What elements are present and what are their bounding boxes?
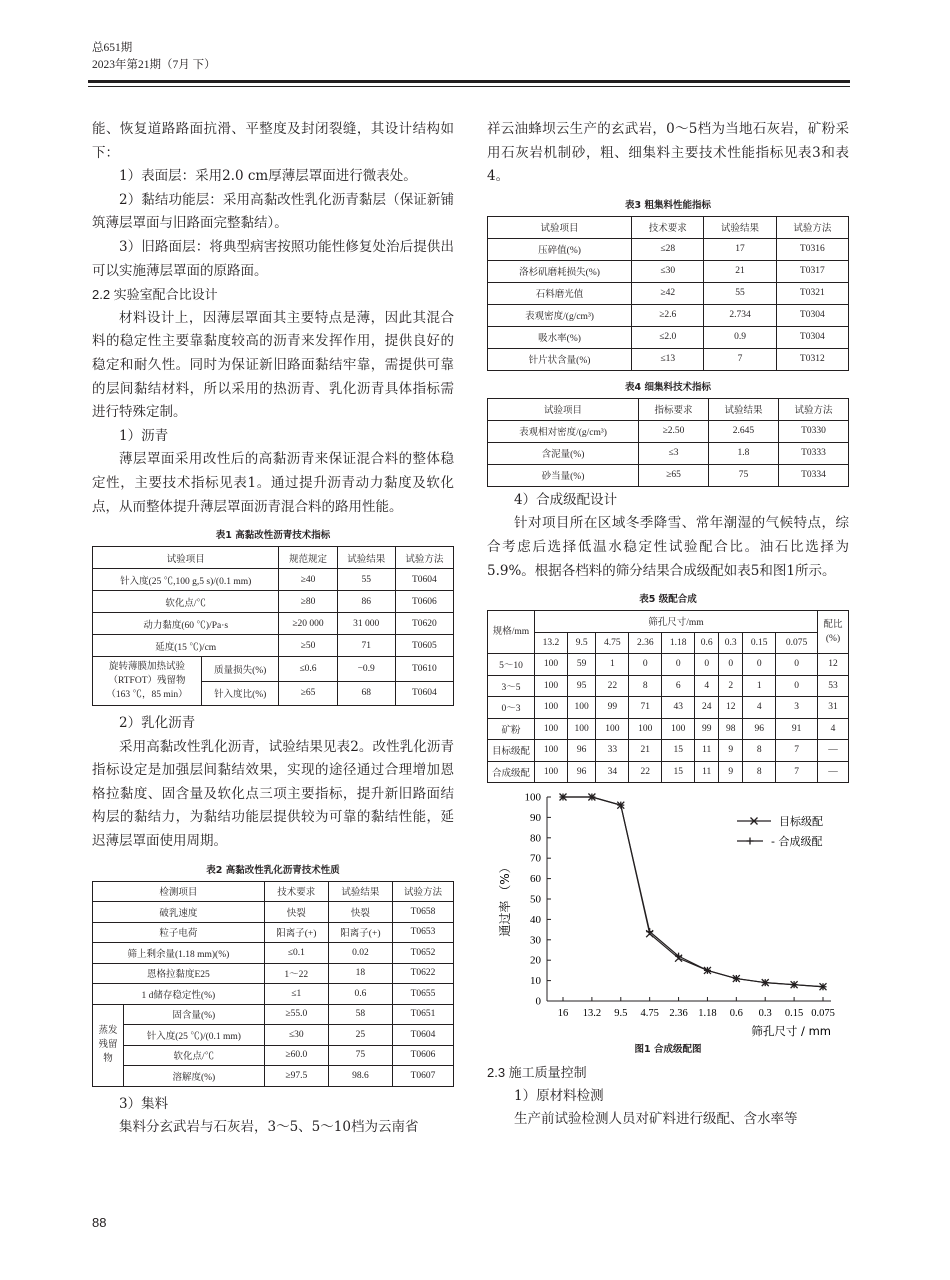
table-cell: 68	[337, 681, 395, 706]
paragraph: 针对项目所在区域冬季降雪、常年潮湿的气候特点，综合考虑后选择低温水稳定性试验配合比。油石比选择为5.9%。根据各档料的筛分结果合成级配如表5和图1所示。	[487, 515, 849, 579]
table-cell: 75	[328, 1045, 392, 1066]
table-cell: 11	[695, 761, 719, 783]
table-cell: 1	[596, 654, 629, 676]
x-tick-label: 0.6	[729, 1008, 743, 1020]
issue-date: 2023年第21期（7月 下）	[92, 59, 216, 71]
table-cell: 4	[695, 675, 719, 697]
table-cell: ≥50	[279, 635, 337, 657]
table-cell: 0.02	[328, 943, 392, 964]
table-cell: 43	[662, 697, 695, 719]
table-cell: 15	[662, 740, 695, 762]
table-group-label: 旋转薄膜加热试验（RTFOT）残留物（163 ℃，85 min）	[93, 657, 202, 706]
table-row	[488, 464, 849, 486]
table-cell: ≥60.0	[264, 1045, 328, 1066]
table-cell: 0.9	[704, 326, 776, 348]
x-axis-label: 筛孔尺寸 / mm	[751, 1024, 831, 1038]
paragraph: 采用高黏改性乳化沥青，试验结果见表2。改性乳化沥青指标设定是加强层间黏结效果，实现的途径通过合理增加恩格拉黏度、固含量及软化点三项主要指标，提升新旧路面结构层的黏结力，为黏结功能层提供较为可靠的黏结性能，延迟薄层罩面使用周期。	[92, 738, 454, 850]
table-cell: 55	[704, 282, 776, 304]
table-row	[488, 348, 849, 370]
table-cell: 合成级配	[488, 761, 535, 783]
table-cell: 快裂	[328, 902, 392, 923]
table-cell: 24	[695, 697, 719, 719]
table-cell: 100	[535, 654, 568, 676]
table-cell: T0330	[778, 420, 848, 442]
x-tick-label: 4.75	[640, 1008, 659, 1020]
table-row	[488, 326, 849, 348]
table-cell: ≤30	[264, 1025, 328, 1046]
sieve-size-header: 0.6	[695, 632, 719, 654]
table-cell: T0605	[395, 635, 453, 657]
table-cell: T0606	[395, 591, 453, 613]
table-cell: ≥20 000	[279, 613, 337, 635]
journal-header	[92, 40, 216, 74]
table-cell: 17	[704, 238, 776, 260]
table-cell: 破乳速度	[93, 902, 265, 923]
table-cell: T0652	[392, 943, 453, 964]
table-cell: 0	[695, 654, 719, 676]
table-cell: 31 000	[337, 613, 395, 635]
table-cell: 99	[695, 718, 719, 740]
table-cell: 矿粉	[488, 718, 535, 740]
table-cell: ≥42	[632, 282, 704, 304]
gradation-chart	[487, 789, 849, 1037]
table-cell: ≤28	[632, 238, 704, 260]
table-row	[488, 697, 849, 719]
table-cell: 100	[535, 718, 568, 740]
table-row	[488, 632, 849, 654]
table-cell: 含泥量(%)	[488, 442, 639, 464]
paragraph: 生产前试验检测人员对矿料进行级配、含水率等	[514, 1111, 798, 1128]
table-cell: T0604	[392, 1025, 453, 1046]
table-cell: 100	[535, 675, 568, 697]
table-cell: 快裂	[264, 902, 328, 923]
sieve-size-header: 0.075	[776, 632, 818, 654]
table-header: 技术要求	[632, 216, 704, 238]
table-cell: 86	[337, 591, 395, 613]
table-cell: 3	[776, 697, 818, 719]
header-rule-thin	[88, 86, 850, 87]
table-cell: 2.734	[704, 304, 776, 326]
table-cell: T0334	[778, 464, 848, 486]
table-cell: 75	[709, 464, 779, 486]
table-cell: ≥65	[279, 681, 337, 706]
y-axis-label: 通过率 （%）	[498, 861, 512, 937]
table5	[487, 610, 849, 783]
table-cell: T0622	[392, 963, 453, 984]
table-cell: 7	[776, 761, 818, 783]
y-tick-label: 90	[530, 812, 541, 825]
table-cell: 表观密度/(g/cm³)	[488, 304, 632, 326]
table-cell: T0312	[776, 348, 848, 370]
table-cell: 2.645	[709, 420, 779, 442]
table-cell: 18	[328, 963, 392, 984]
table-cell: 96	[743, 718, 776, 740]
table-cell: 软化点/℃	[124, 1045, 265, 1066]
table-cell: 延度(15 ℃)/cm	[93, 635, 279, 657]
table-cell: 7	[776, 740, 818, 762]
table-cell: 100	[535, 740, 568, 762]
table-cell: 33	[596, 740, 629, 762]
table-cell: ≥97.5	[264, 1066, 328, 1087]
table-cell: 9	[719, 761, 743, 783]
table-cell: ≤0.1	[264, 943, 328, 964]
paragraph: 薄层罩面采用改性后的高黏沥青来保证混合料的整体稳定性，主要技术指标见表1。通过提升沥青动力黏度及软化点，从而整体提升薄层罩面沥青混合料的路用性能。	[92, 451, 454, 515]
sieve-size-header: 9.5	[567, 632, 595, 654]
y-tick-label: 100	[524, 791, 541, 804]
table3-caption: 表3 粗集料性能指标	[625, 199, 711, 211]
table-header: 试验方法	[778, 398, 848, 420]
paragraph: 集料分玄武岩与石灰岩，3～5、5～10档为云南省	[119, 1119, 419, 1136]
table-cell: 100	[629, 718, 662, 740]
table-cell: T0658	[392, 902, 453, 923]
table-row	[488, 675, 849, 697]
table-cell: 100	[535, 761, 568, 783]
table-header: 指标要求	[639, 398, 709, 420]
table-cell: 质量损失(%)	[202, 657, 279, 682]
table-cell: ≥2.6	[632, 304, 704, 326]
table-cell: 12	[719, 697, 743, 719]
table-cell: 0	[629, 654, 662, 676]
table-cell: 4	[743, 697, 776, 719]
legend-label-synthetic: - 合成级配	[771, 835, 823, 849]
table-cell: ≤30	[632, 260, 704, 282]
x-tick-label: 13.2	[582, 1008, 602, 1020]
table-cell: 阳离子(+)	[328, 922, 392, 943]
paragraph: 能、恢复道路路面抗滑、平整度及封闭裂缝，其设计结构如下：	[92, 121, 454, 161]
table-cell: 21	[704, 260, 776, 282]
table-cell: 98	[719, 718, 743, 740]
table-cell: T0651	[392, 1004, 453, 1025]
table-row	[93, 963, 454, 984]
table-header: 筛孔尺寸/mm	[535, 611, 818, 633]
table-cell: 0	[776, 654, 818, 676]
table-header: 技术要求	[264, 881, 328, 902]
table-cell: 1～22	[264, 963, 328, 984]
page-number: 88	[92, 1215, 107, 1230]
table-cell: T0321	[776, 282, 848, 304]
table-header: 规范规定	[279, 547, 337, 569]
table-cell: 0～3	[488, 697, 535, 719]
table-cell: 压碎值(%)	[488, 238, 632, 260]
table5-caption: 表5 级配合成	[639, 594, 697, 606]
table-cell: 55	[337, 569, 395, 591]
table-header: 试验结果	[709, 398, 779, 420]
x-tick-label: 0.075	[811, 1008, 835, 1020]
table-row	[93, 1025, 454, 1046]
table-cell: 针片状含量(%)	[488, 348, 632, 370]
table-cell: 91	[776, 718, 818, 740]
sieve-size-header: 4.75	[596, 632, 629, 654]
table-cell: 98.6	[328, 1066, 392, 1087]
header-rule-thick	[88, 80, 850, 83]
table-row	[488, 282, 849, 304]
table-row	[93, 569, 454, 591]
table-row	[93, 613, 454, 635]
paragraph: 材料设计上，因薄层罩面其主要特点是薄，因此其混合料的稳定性主要靠黏度较高的沥青来发挥作用，提供良好的稳定和耐久性。同时为保证新旧路面黏结牢靠，需提供可靠的层间黏结材料，所以采用的热沥青、乳化沥青具体指标需进行特殊定制。	[92, 309, 454, 421]
table-row	[93, 922, 454, 943]
paragraph: 3）集料	[119, 1095, 169, 1112]
table-cell: ≥55.0	[264, 1004, 328, 1025]
table-cell: T0317	[776, 260, 848, 282]
table-cell: 吸水率(%)	[488, 326, 632, 348]
table-cell: T0620	[395, 613, 453, 635]
table-cell: 100	[596, 718, 629, 740]
table-row	[93, 1004, 454, 1025]
section-heading: 2.2 实验室配合比设计	[92, 287, 218, 303]
y-tick-label: 10	[530, 975, 541, 988]
table-cell: T0304	[776, 304, 848, 326]
table-row	[488, 740, 849, 762]
table-cell: 动力黏度(60 ℃)/Pa·s	[93, 613, 279, 635]
table-row	[93, 591, 454, 613]
table-cell: 34	[596, 761, 629, 783]
paragraph: 1）沥青	[119, 427, 169, 444]
table-cell: 9	[719, 740, 743, 762]
table-cell: 目标级配	[488, 740, 535, 762]
table-cell: 1	[743, 675, 776, 697]
table-cell: 96	[567, 740, 595, 762]
x-tick-label: 16	[557, 1008, 569, 1020]
section-heading: 2.3 施工质量控制	[487, 1065, 587, 1081]
table-header: 试验方法	[395, 547, 453, 569]
table-row	[93, 943, 454, 964]
left-column	[92, 118, 454, 1140]
table-row	[93, 1045, 454, 1066]
table-cell: 针入度(25 ℃)/(0.1 mm)	[124, 1025, 265, 1046]
table-cell: T0316	[776, 238, 848, 260]
sieve-size-header: 2.36	[629, 632, 662, 654]
table-cell: 5～10	[488, 654, 535, 676]
table-cell: 0	[776, 675, 818, 697]
y-tick-label: 20	[530, 954, 541, 967]
table-cell: —	[818, 740, 849, 762]
table-cell: 筛上剩余量(1.18 mm)(%)	[93, 943, 265, 964]
table-cell: T0604	[395, 681, 453, 706]
table3	[487, 216, 849, 371]
table-cell: 8	[629, 675, 662, 697]
table-cell: 100	[535, 697, 568, 719]
table-header: 检测项目	[93, 881, 265, 902]
table-cell: 15	[662, 761, 695, 783]
table-cell: T0607	[392, 1066, 453, 1087]
table-row	[488, 304, 849, 326]
table-row	[488, 718, 849, 740]
table-cell: ≥2.50	[639, 420, 709, 442]
table-cell: 22	[629, 761, 662, 783]
table-cell: 71	[337, 635, 395, 657]
table-cell: ≤0.6	[279, 657, 337, 682]
table-cell: 溶解度(%)	[124, 1066, 265, 1087]
table-group-label: 蒸发残留物	[93, 1004, 124, 1086]
table-header: 试验结果	[328, 881, 392, 902]
table-cell: 软化点/℃	[93, 591, 279, 613]
table-cell: ≥65	[639, 464, 709, 486]
table-cell: 22	[596, 675, 629, 697]
table-cell: 59	[567, 654, 595, 676]
table-cell: 1.8	[709, 442, 779, 464]
figure1	[487, 789, 849, 1055]
table-cell: —	[818, 761, 849, 783]
y-tick-label: 30	[530, 934, 541, 947]
table-cell: T0606	[392, 1045, 453, 1066]
table-row	[488, 238, 849, 260]
x-tick-label: 0.3	[758, 1008, 772, 1020]
table-cell: ≥40	[279, 569, 337, 591]
paragraph: 祥云油蜂坝云生产的玄武岩，0～5档为当地石灰岩，矿粉采用石灰岩机制砂，粗、细集料主要技术性能指标见表3和表4。	[487, 121, 849, 185]
x-tick-label: 2.36	[669, 1008, 688, 1020]
table-cell: 58	[328, 1004, 392, 1025]
x-tick-label: 0.15	[784, 1008, 804, 1020]
table-cell: T0304	[776, 326, 848, 348]
table-cell: T0610	[395, 657, 453, 682]
table-header: 试验项目	[488, 398, 639, 420]
table-cell: 0	[719, 654, 743, 676]
table-header: 规格/mm	[488, 611, 535, 654]
right-column	[487, 118, 849, 1132]
table-header: 试验结果	[337, 547, 395, 569]
table-cell: −0.9	[337, 657, 395, 682]
sieve-size-header: 13.2	[535, 632, 568, 654]
table-cell: 6	[662, 675, 695, 697]
legend-marker-synthetic	[747, 838, 754, 845]
table-cell: 8	[743, 740, 776, 762]
table-cell: 100	[662, 718, 695, 740]
table-cell: 71	[629, 697, 662, 719]
table-row	[93, 1066, 454, 1087]
table-row	[93, 902, 454, 923]
table-cell: 12	[818, 654, 849, 676]
paragraph: 3）旧路面层：将典型病害按照功能性修复处治后提供出可以实施薄层罩面的原路面。	[92, 238, 454, 279]
table-header: 试验项目	[93, 547, 279, 569]
table-cell: 95	[567, 675, 595, 697]
table2-caption: 表2 高黏改性乳化沥青技术性质	[206, 864, 340, 876]
table-cell: 100	[567, 718, 595, 740]
table-row	[488, 761, 849, 783]
y-tick-label: 0	[535, 995, 541, 1008]
table-cell: 针入度比(%)	[202, 681, 279, 706]
table-row	[488, 260, 849, 282]
table-cell: T0655	[392, 984, 453, 1005]
table4-caption: 表4 细集料技术指标	[625, 381, 711, 393]
table-header: 试验方法	[392, 881, 453, 902]
table-cell: 阳离子(+)	[264, 922, 328, 943]
table-row	[93, 984, 454, 1005]
table-cell: 11	[695, 740, 719, 762]
y-tick-label: 70	[530, 852, 541, 865]
table-cell: ≤2.0	[632, 326, 704, 348]
table4	[487, 398, 849, 487]
table-header: 配比(%)	[818, 611, 849, 654]
table-cell: ≤13	[632, 348, 704, 370]
table-cell: T0333	[778, 442, 848, 464]
table-row	[93, 635, 454, 657]
table2	[92, 881, 454, 1087]
table1-caption: 表1 高黏改性沥青技术指标	[215, 530, 331, 542]
table-cell: 2	[719, 675, 743, 697]
table-cell: 4	[818, 718, 849, 740]
y-tick-label: 40	[530, 914, 541, 927]
sieve-size-header: 0.3	[719, 632, 743, 654]
table-cell: 洛杉矶磨耗损失(%)	[488, 260, 632, 282]
table-cell: 3～5	[488, 675, 535, 697]
table-cell: 固含量(%)	[124, 1004, 265, 1025]
paragraph: 4）合成级配设计	[514, 491, 618, 508]
sieve-size-header: 1.18	[662, 632, 695, 654]
table-cell: 21	[629, 740, 662, 762]
table-cell: 表观相对密度/(g/cm³)	[488, 420, 639, 442]
paragraph: 2）黏结功能层：采用高黏改性乳化沥青黏层（保证新铺筑薄层罩面与旧路面完整黏结）。	[92, 191, 454, 232]
table-row	[488, 442, 849, 464]
table-row	[488, 654, 849, 676]
paragraph: 2）乳化沥青	[119, 715, 196, 732]
table-cell: 石料磨光值	[488, 282, 632, 304]
table-cell: T0604	[395, 569, 453, 591]
x-tick-label: 1.18	[698, 1008, 717, 1020]
table-header: 试验方法	[776, 216, 848, 238]
table-row	[93, 657, 454, 682]
table-cell: 100	[567, 697, 595, 719]
x-tick-label: 9.5	[614, 1008, 628, 1020]
table-cell: ≤1	[264, 984, 328, 1005]
issue-total: 总651期	[92, 42, 133, 54]
table-cell: T0653	[392, 922, 453, 943]
table-cell: 砂当量(%)	[488, 464, 639, 486]
table-cell: 8	[743, 761, 776, 783]
y-tick-label: 60	[530, 873, 541, 886]
table-cell: 1 d储存稳定性(%)	[93, 984, 265, 1005]
table-cell: 96	[567, 761, 595, 783]
table-cell: 针入度(25 ℃,100 g,5 s)/(0.1 mm)	[93, 569, 279, 591]
table1	[92, 546, 454, 706]
table-cell: 恩格拉黏度E25	[93, 963, 265, 984]
paragraph: 1）表面层：采用2.0 cm厚薄层罩面进行微表处。	[119, 168, 417, 185]
paragraph: 1）原材料检测	[514, 1087, 604, 1104]
table-header: 试验项目	[488, 216, 632, 238]
table-cell: 31	[818, 697, 849, 719]
legend-label-target: 目标级配	[779, 815, 823, 829]
y-tick-label: 50	[530, 893, 541, 906]
table-cell: 粒子电荷	[93, 922, 265, 943]
table-row	[488, 420, 849, 442]
table-cell: 7	[704, 348, 776, 370]
table-cell: 99	[596, 697, 629, 719]
table-cell: 0	[662, 654, 695, 676]
sieve-size-header: 0.15	[743, 632, 776, 654]
table-cell: 0.6	[328, 984, 392, 1005]
table-cell: 0	[743, 654, 776, 676]
y-tick-label: 80	[530, 832, 541, 845]
table-header: 试验结果	[704, 216, 776, 238]
table-cell: ≤3	[639, 442, 709, 464]
figure1-caption: 图1 合成级配图	[634, 1044, 702, 1056]
table-cell: 53	[818, 675, 849, 697]
table-cell: ≥80	[279, 591, 337, 613]
table-cell: 25	[328, 1025, 392, 1046]
